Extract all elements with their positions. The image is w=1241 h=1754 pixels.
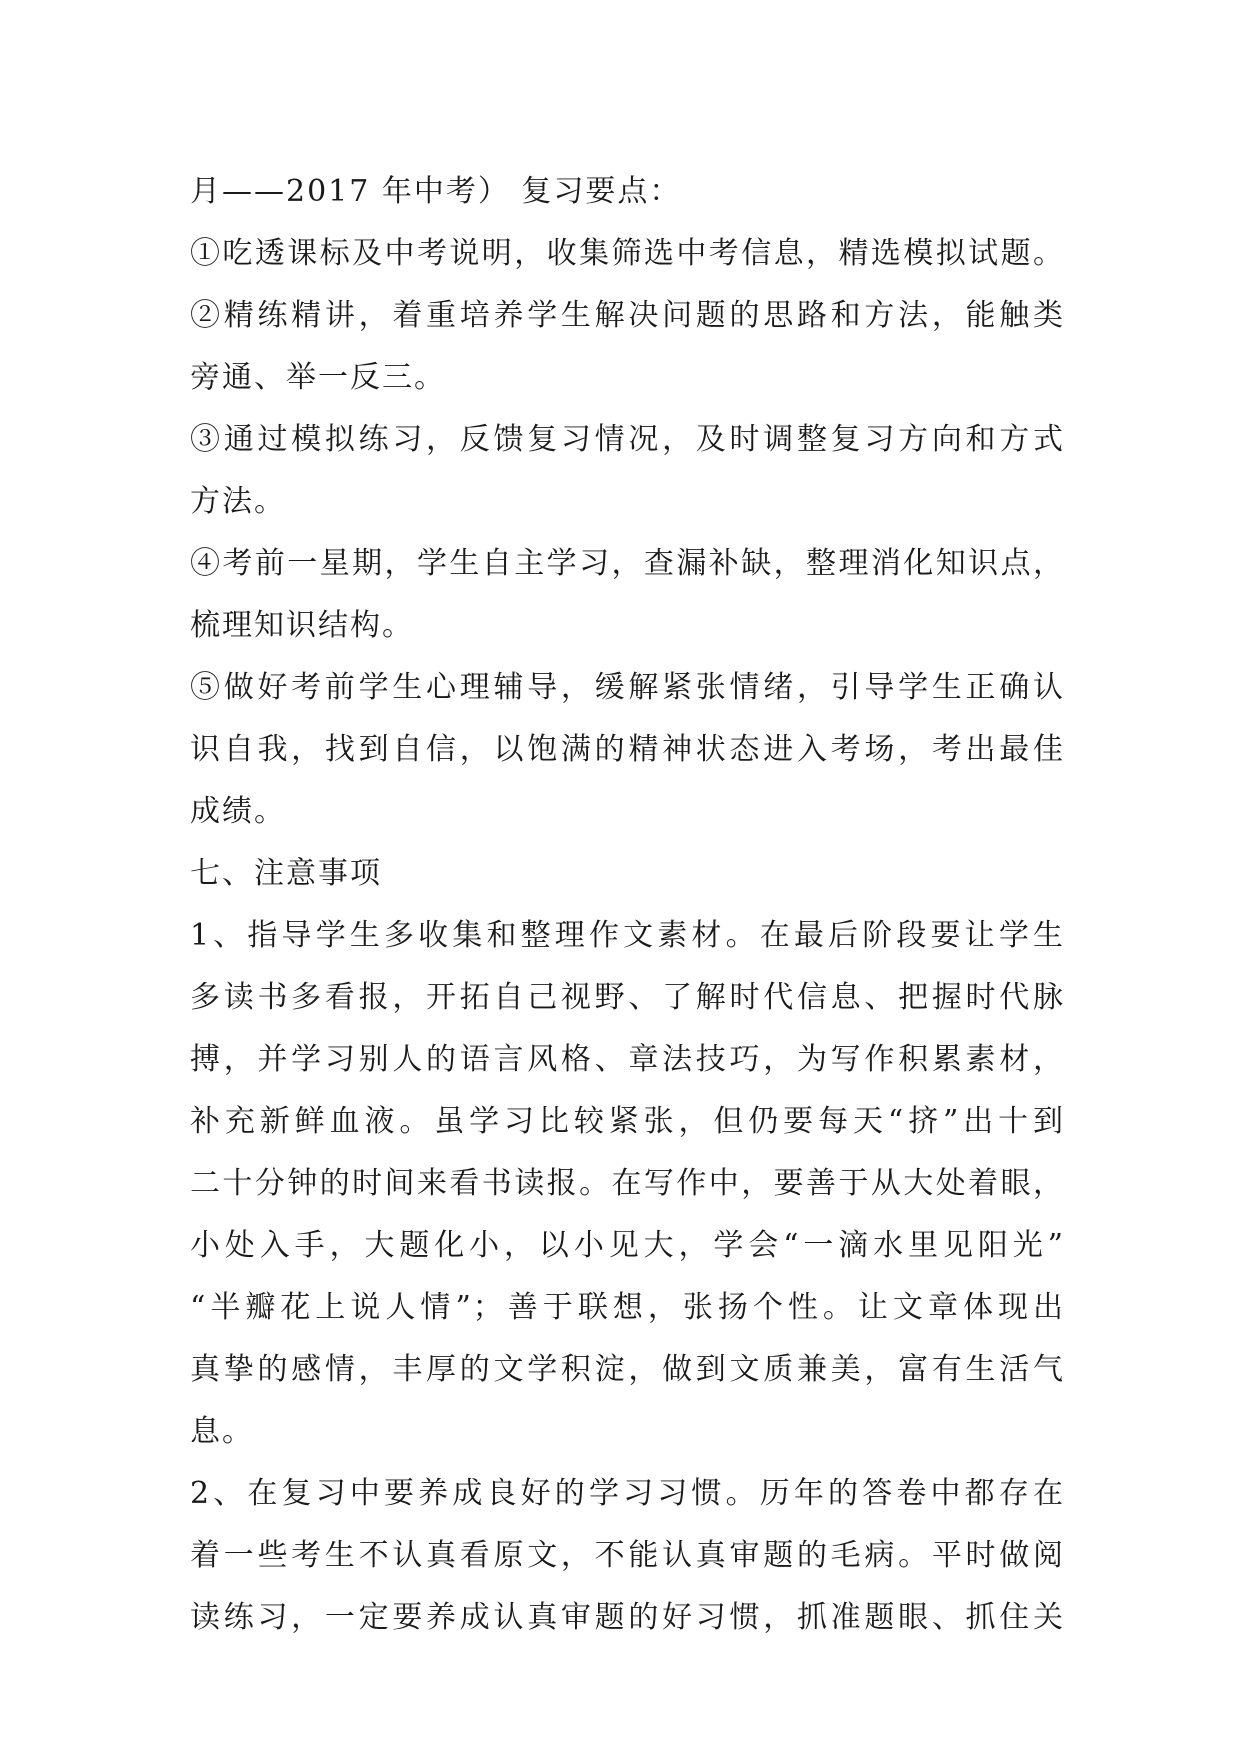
text-line: 息。 — [190, 1414, 254, 1449]
text-line: 1、指导学生多收集和整理作文素材。在最后阶段要让学生 — [190, 918, 1065, 953]
text-line: 方法。 — [190, 484, 286, 519]
text-line: 读练习，一定要养成认真审题的好习惯，抓准题眼、抓住关 — [190, 1600, 1065, 1635]
text-line: ①吃透课标及中考说明，收集筛选中考信息，精选模拟试题。 — [190, 236, 1065, 271]
text-line: ③通过模拟练习，反馈复习情况，及时调整复习方向和方式 — [190, 422, 1065, 457]
text-line: 补充新鲜血液。虽学习比较紧张，但仍要每天“挤”出十到 — [190, 1104, 1065, 1139]
text-line: 识自我，找到自信，以饱满的精神状态进入考场，考出最佳 — [190, 732, 1065, 767]
text-line: “半瓣花上说人情”；善于联想，张扬个性。让文章体现出 — [190, 1290, 1065, 1325]
text-line: 二十分钟的时间来看书读报。在写作中，要善于从大处着眼， — [190, 1166, 1065, 1201]
text-line: 月——2017 年中考） 复习要点： — [190, 174, 682, 209]
text-line: 搏，并学习别人的语言风格、章法技巧，为写作积累素材， — [190, 1042, 1065, 1077]
text-line: 2、在复习中要养成良好的学习习惯。历年的答卷中都存在 — [190, 1476, 1065, 1511]
text-line: 着一些考生不认真看原文，不能认真审题的毛病。平时做阅 — [190, 1538, 1065, 1573]
text-line: 成绩。 — [190, 794, 286, 829]
text-line: 真挚的感情，丰厚的文学积淀，做到文质兼美，富有生活气 — [190, 1352, 1065, 1387]
text-line: 梳理知识结构。 — [190, 608, 414, 643]
text-line: ②精练精讲，着重培养学生解决问题的思路和方法，能触类 — [190, 298, 1065, 333]
text-line: ⑤做好考前学生心理辅导，缓解紧张情绪，引导学生正确认 — [190, 670, 1065, 705]
text-line: 多读书多看报，开拓自己视野、了解时代信息、把握时代脉 — [190, 980, 1065, 1015]
text-line: 小处入手，大题化小，以小见大，学会“一滴水里见阳光” — [190, 1228, 1065, 1263]
section-heading: 七、注意事项 — [190, 856, 382, 891]
text-line: 旁通、举一反三。 — [190, 360, 446, 395]
document-body — [190, 161, 1065, 1649]
text-line: ④考前一星期，学生自主学习，查漏补缺，整理消化知识点， — [190, 546, 1065, 581]
